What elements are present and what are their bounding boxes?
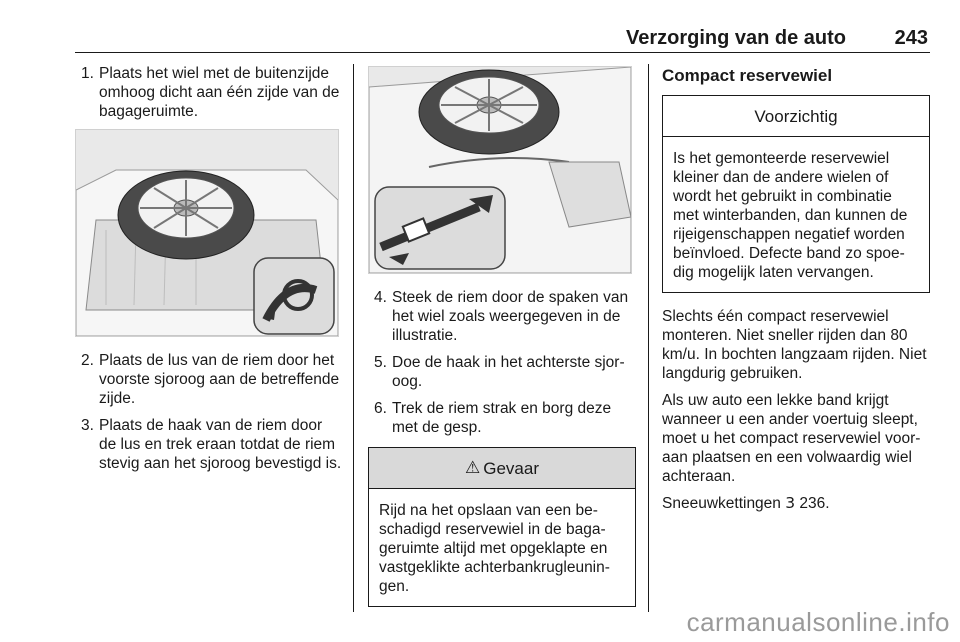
column-3 <box>662 64 930 521</box>
reference-page-link[interactable]: 236. <box>795 495 830 512</box>
step-number: 6. <box>374 400 387 417</box>
danger-box-body: Rijd na het opslaan van een beschadigd reservewiel in de bagageruimte altijd met opgeklapte en vastgeklikte achterbankrugleuningen. <box>379 502 610 595</box>
step-text: Plaats het wiel met de buitenzijde omhoog dicht aan één zijde van de bagageruimte. <box>99 65 340 120</box>
column-divider <box>353 64 354 612</box>
step-number: 4. <box>374 289 387 306</box>
step-item <box>75 64 343 121</box>
illustration-spare-wheel-trunk <box>75 129 339 337</box>
reference-text: Sneeuwkettingen <box>662 495 786 512</box>
step-number: 3. <box>81 417 94 434</box>
page-number: 243 <box>894 27 928 49</box>
step-text: Plaats de lus van de riem door het voorste sjoroog aan de betreffende zijde. <box>99 352 340 407</box>
step-number: 5. <box>374 354 387 371</box>
step-text: Plaats de haak van de riem door de lus en trek eraan totdat de riem stevig aan het sjoroog bevestigd is. <box>99 417 342 472</box>
cross-reference-paragraph <box>662 494 930 513</box>
caution-box-body: Is het gemonteerde reservewiel kleiner dan de andere wielen of wordt het gebruikt in combinatie met winterbanden, dan kunnen de rijeigenschappen negatief worden beïnvloed. Defecte band zo spoedig mogelijk laten vervangen. <box>673 150 908 281</box>
danger-title: Gevaar <box>483 458 539 478</box>
step-item <box>368 288 636 345</box>
strap-spokes-illustration <box>369 67 631 273</box>
step-item <box>368 353 636 391</box>
danger-box-header <box>369 448 635 489</box>
paragraph: Als uw auto een lekke band krijgt wanneer u een ander voertuig sleept, moet u het compact reservewiel vooraan plaatsen en een volwaardig wiel achteraan. <box>662 392 921 485</box>
column-1 <box>75 64 343 481</box>
section-title-compact-spare: Compact reservewiel <box>662 66 833 85</box>
caution-box-header <box>663 96 929 137</box>
column-2 <box>368 64 636 621</box>
step-text: Doe de haak in het achterste sjoroog. <box>392 354 625 390</box>
paragraph: Slechts één compact reservewiel monteren. Niet sneller rijden dan 80 km/u. In bochten langzaam rijden. Niet langdurig gebruiken. <box>662 308 927 382</box>
page-header <box>75 22 930 53</box>
step-text: Trek de riem strak en borg deze met de gesp. <box>392 400 612 436</box>
watermark: carmanualsonline.info <box>686 607 950 637</box>
step-item <box>75 416 343 473</box>
warning-triangle-icon: ⚠ <box>465 457 481 478</box>
illustration-strap-through-spokes <box>368 66 632 274</box>
step-item <box>75 351 343 408</box>
column-divider <box>648 64 649 612</box>
danger-box <box>368 447 636 607</box>
caution-box <box>662 95 930 293</box>
step-item <box>368 399 636 437</box>
caution-title: Voorzichtig <box>754 106 838 126</box>
page-reference-arrow-icon: 3 <box>785 494 796 512</box>
step-number: 2. <box>81 352 94 369</box>
step-number: 1. <box>81 65 94 82</box>
step-text: Steek de riem door de spaken van het wiel zoals weergegeven in de illustratie. <box>392 289 629 344</box>
header-title: Verzorging van de auto <box>625 27 846 49</box>
spare-wheel-trunk-illustration <box>76 130 338 336</box>
